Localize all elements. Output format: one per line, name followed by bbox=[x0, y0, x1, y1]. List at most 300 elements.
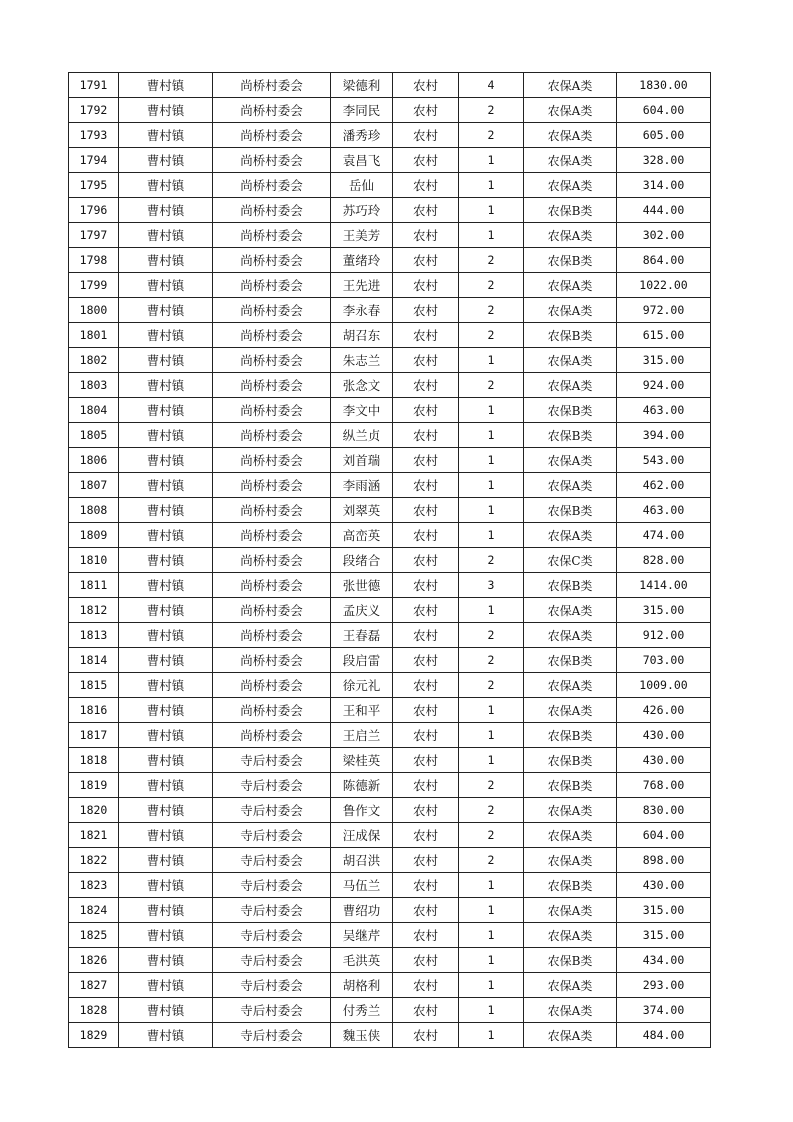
person-name-cell: 马伍兰 bbox=[331, 873, 393, 898]
table-row bbox=[69, 848, 711, 873]
person-name-cell: 张念文 bbox=[331, 373, 393, 398]
household-count-cell: 4 bbox=[459, 73, 524, 98]
person-name-cell: 曹绍功 bbox=[331, 898, 393, 923]
person-name-cell: 李永春 bbox=[331, 298, 393, 323]
area-type-cell: 农村 bbox=[393, 623, 459, 648]
insurance-class-cell: 农保A类 bbox=[524, 998, 617, 1023]
village-committee-cell: 尚桥村委会 bbox=[213, 348, 331, 373]
village-committee-cell: 寺后村委会 bbox=[213, 798, 331, 823]
amount-cell: 1414.00 bbox=[617, 573, 711, 598]
insurance-class-cell: 农保B类 bbox=[524, 248, 617, 273]
insurance-class-cell: 农保A类 bbox=[524, 623, 617, 648]
row-number-cell: 1793 bbox=[69, 123, 119, 148]
amount-cell: 615.00 bbox=[617, 323, 711, 348]
household-count-cell: 1 bbox=[459, 423, 524, 448]
insurance-class-cell: 农保A类 bbox=[524, 298, 617, 323]
person-name-cell: 岳仙 bbox=[331, 173, 393, 198]
area-type-cell: 农村 bbox=[393, 73, 459, 98]
table-body bbox=[69, 73, 711, 1048]
insurance-class-cell: 农保A类 bbox=[524, 223, 617, 248]
person-name-cell: 陈德新 bbox=[331, 773, 393, 798]
household-count-cell: 2 bbox=[459, 648, 524, 673]
person-name-cell: 段启雷 bbox=[331, 648, 393, 673]
amount-cell: 293.00 bbox=[617, 973, 711, 998]
insurance-class-cell: 农保A类 bbox=[524, 1023, 617, 1048]
insurance-class-cell: 农保A类 bbox=[524, 473, 617, 498]
table-row bbox=[69, 523, 711, 548]
person-name-cell: 胡召东 bbox=[331, 323, 393, 348]
area-type-cell: 农村 bbox=[393, 998, 459, 1023]
town-cell: 曹村镇 bbox=[119, 123, 213, 148]
household-count-cell: 2 bbox=[459, 273, 524, 298]
insurance-class-cell: 农保B类 bbox=[524, 773, 617, 798]
village-committee-cell: 尚桥村委会 bbox=[213, 423, 331, 448]
town-cell: 曹村镇 bbox=[119, 923, 213, 948]
table-row bbox=[69, 973, 711, 998]
household-count-cell: 1 bbox=[459, 198, 524, 223]
row-number-cell: 1821 bbox=[69, 823, 119, 848]
household-count-cell: 1 bbox=[459, 173, 524, 198]
row-number-cell: 1828 bbox=[69, 998, 119, 1023]
insurance-class-cell: 农保B类 bbox=[524, 323, 617, 348]
table-row bbox=[69, 298, 711, 323]
row-number-cell: 1818 bbox=[69, 748, 119, 773]
row-number-cell: 1811 bbox=[69, 573, 119, 598]
household-count-cell: 1 bbox=[459, 923, 524, 948]
village-committee-cell: 寺后村委会 bbox=[213, 873, 331, 898]
village-committee-cell: 尚桥村委会 bbox=[213, 548, 331, 573]
town-cell: 曹村镇 bbox=[119, 623, 213, 648]
village-committee-cell: 尚桥村委会 bbox=[213, 223, 331, 248]
table-row bbox=[69, 773, 711, 798]
town-cell: 曹村镇 bbox=[119, 473, 213, 498]
town-cell: 曹村镇 bbox=[119, 273, 213, 298]
village-committee-cell: 寺后村委会 bbox=[213, 823, 331, 848]
village-committee-cell: 寺后村委会 bbox=[213, 773, 331, 798]
amount-cell: 484.00 bbox=[617, 1023, 711, 1048]
household-count-cell: 1 bbox=[459, 448, 524, 473]
table-row bbox=[69, 348, 711, 373]
household-count-cell: 1 bbox=[459, 998, 524, 1023]
town-cell: 曹村镇 bbox=[119, 998, 213, 1023]
household-count-cell: 1 bbox=[459, 348, 524, 373]
village-committee-cell: 尚桥村委会 bbox=[213, 173, 331, 198]
row-number-cell: 1799 bbox=[69, 273, 119, 298]
household-count-cell: 1 bbox=[459, 898, 524, 923]
area-type-cell: 农村 bbox=[393, 723, 459, 748]
insurance-class-cell: 农保A类 bbox=[524, 148, 617, 173]
town-cell: 曹村镇 bbox=[119, 373, 213, 398]
area-type-cell: 农村 bbox=[393, 273, 459, 298]
household-count-cell: 1 bbox=[459, 223, 524, 248]
household-count-cell: 1 bbox=[459, 1023, 524, 1048]
amount-cell: 430.00 bbox=[617, 723, 711, 748]
area-type-cell: 农村 bbox=[393, 1023, 459, 1048]
row-number-cell: 1826 bbox=[69, 948, 119, 973]
table-row bbox=[69, 273, 711, 298]
person-name-cell: 苏巧玲 bbox=[331, 198, 393, 223]
area-type-cell: 农村 bbox=[393, 673, 459, 698]
table-row bbox=[69, 623, 711, 648]
town-cell: 曹村镇 bbox=[119, 973, 213, 998]
village-committee-cell: 寺后村委会 bbox=[213, 1023, 331, 1048]
area-type-cell: 农村 bbox=[393, 648, 459, 673]
household-count-cell: 2 bbox=[459, 798, 524, 823]
town-cell: 曹村镇 bbox=[119, 423, 213, 448]
area-type-cell: 农村 bbox=[393, 698, 459, 723]
town-cell: 曹村镇 bbox=[119, 798, 213, 823]
insurance-class-cell: 农保A类 bbox=[524, 923, 617, 948]
row-number-cell: 1814 bbox=[69, 648, 119, 673]
table-row bbox=[69, 648, 711, 673]
row-number-cell: 1812 bbox=[69, 598, 119, 623]
village-committee-cell: 尚桥村委会 bbox=[213, 623, 331, 648]
amount-cell: 972.00 bbox=[617, 298, 711, 323]
row-number-cell: 1822 bbox=[69, 848, 119, 873]
area-type-cell: 农村 bbox=[393, 898, 459, 923]
person-name-cell: 张世德 bbox=[331, 573, 393, 598]
insurance-class-cell: 农保B类 bbox=[524, 723, 617, 748]
village-committee-cell: 尚桥村委会 bbox=[213, 573, 331, 598]
amount-cell: 463.00 bbox=[617, 398, 711, 423]
area-type-cell: 农村 bbox=[393, 348, 459, 373]
table-row bbox=[69, 898, 711, 923]
row-number-cell: 1820 bbox=[69, 798, 119, 823]
insurance-class-cell: 农保A类 bbox=[524, 523, 617, 548]
row-number-cell: 1827 bbox=[69, 973, 119, 998]
amount-cell: 1830.00 bbox=[617, 73, 711, 98]
row-number-cell: 1810 bbox=[69, 548, 119, 573]
amount-cell: 1022.00 bbox=[617, 273, 711, 298]
insurance-class-cell: 农保B类 bbox=[524, 423, 617, 448]
table-row bbox=[69, 573, 711, 598]
row-number-cell: 1815 bbox=[69, 673, 119, 698]
town-cell: 曹村镇 bbox=[119, 548, 213, 573]
row-number-cell: 1819 bbox=[69, 773, 119, 798]
person-name-cell: 梁德利 bbox=[331, 73, 393, 98]
person-name-cell: 刘翠英 bbox=[331, 498, 393, 523]
town-cell: 曹村镇 bbox=[119, 498, 213, 523]
amount-cell: 864.00 bbox=[617, 248, 711, 273]
village-committee-cell: 寺后村委会 bbox=[213, 898, 331, 923]
area-type-cell: 农村 bbox=[393, 423, 459, 448]
table-row bbox=[69, 1023, 711, 1048]
household-count-cell: 1 bbox=[459, 473, 524, 498]
table-row bbox=[69, 948, 711, 973]
amount-cell: 374.00 bbox=[617, 998, 711, 1023]
amount-cell: 463.00 bbox=[617, 498, 711, 523]
town-cell: 曹村镇 bbox=[119, 348, 213, 373]
town-cell: 曹村镇 bbox=[119, 198, 213, 223]
area-type-cell: 农村 bbox=[393, 948, 459, 973]
person-name-cell: 魏玉侠 bbox=[331, 1023, 393, 1048]
amount-cell: 394.00 bbox=[617, 423, 711, 448]
insurance-class-cell: 农保A类 bbox=[524, 598, 617, 623]
row-number-cell: 1817 bbox=[69, 723, 119, 748]
person-name-cell: 胡格利 bbox=[331, 973, 393, 998]
table-row bbox=[69, 223, 711, 248]
person-name-cell: 纵兰贞 bbox=[331, 423, 393, 448]
area-type-cell: 农村 bbox=[393, 598, 459, 623]
amount-cell: 444.00 bbox=[617, 198, 711, 223]
table-row bbox=[69, 548, 711, 573]
row-number-cell: 1802 bbox=[69, 348, 119, 373]
insurance-class-cell: 农保A类 bbox=[524, 373, 617, 398]
village-committee-cell: 尚桥村委会 bbox=[213, 123, 331, 148]
area-type-cell: 农村 bbox=[393, 923, 459, 948]
table-row bbox=[69, 823, 711, 848]
row-number-cell: 1801 bbox=[69, 323, 119, 348]
person-name-cell: 董绪玲 bbox=[331, 248, 393, 273]
household-count-cell: 2 bbox=[459, 298, 524, 323]
insurance-class-cell: 农保B类 bbox=[524, 198, 617, 223]
area-type-cell: 农村 bbox=[393, 798, 459, 823]
area-type-cell: 农村 bbox=[393, 973, 459, 998]
insurance-class-cell: 农保C类 bbox=[524, 548, 617, 573]
village-committee-cell: 尚桥村委会 bbox=[213, 273, 331, 298]
household-count-cell: 2 bbox=[459, 623, 524, 648]
table-row bbox=[69, 923, 711, 948]
village-committee-cell: 尚桥村委会 bbox=[213, 448, 331, 473]
household-count-cell: 1 bbox=[459, 973, 524, 998]
person-name-cell: 胡召洪 bbox=[331, 848, 393, 873]
amount-cell: 924.00 bbox=[617, 373, 711, 398]
row-number-cell: 1806 bbox=[69, 448, 119, 473]
household-count-cell: 1 bbox=[459, 948, 524, 973]
household-count-cell: 1 bbox=[459, 698, 524, 723]
amount-cell: 768.00 bbox=[617, 773, 711, 798]
insurance-class-cell: 农保A类 bbox=[524, 973, 617, 998]
area-type-cell: 农村 bbox=[393, 123, 459, 148]
town-cell: 曹村镇 bbox=[119, 673, 213, 698]
table-row bbox=[69, 723, 711, 748]
person-name-cell: 梁桂英 bbox=[331, 748, 393, 773]
amount-cell: 543.00 bbox=[617, 448, 711, 473]
village-committee-cell: 尚桥村委会 bbox=[213, 73, 331, 98]
person-name-cell: 李同民 bbox=[331, 98, 393, 123]
village-committee-cell: 寺后村委会 bbox=[213, 948, 331, 973]
town-cell: 曹村镇 bbox=[119, 223, 213, 248]
person-name-cell: 潘秀珍 bbox=[331, 123, 393, 148]
row-number-cell: 1805 bbox=[69, 423, 119, 448]
town-cell: 曹村镇 bbox=[119, 448, 213, 473]
household-count-cell: 2 bbox=[459, 123, 524, 148]
village-committee-cell: 尚桥村委会 bbox=[213, 673, 331, 698]
person-name-cell: 袁昌飞 bbox=[331, 148, 393, 173]
table-row bbox=[69, 198, 711, 223]
table-row bbox=[69, 248, 711, 273]
table-row bbox=[69, 873, 711, 898]
household-count-cell: 2 bbox=[459, 773, 524, 798]
village-committee-cell: 尚桥村委会 bbox=[213, 698, 331, 723]
table-row bbox=[69, 398, 711, 423]
amount-cell: 430.00 bbox=[617, 873, 711, 898]
table-row bbox=[69, 448, 711, 473]
household-count-cell: 2 bbox=[459, 323, 524, 348]
household-count-cell: 1 bbox=[459, 873, 524, 898]
household-count-cell: 1 bbox=[459, 523, 524, 548]
person-name-cell: 王美芳 bbox=[331, 223, 393, 248]
insurance-class-cell: 农保A类 bbox=[524, 798, 617, 823]
village-committee-cell: 寺后村委会 bbox=[213, 848, 331, 873]
household-count-cell: 1 bbox=[459, 598, 524, 623]
amount-cell: 315.00 bbox=[617, 348, 711, 373]
amount-cell: 604.00 bbox=[617, 823, 711, 848]
area-type-cell: 农村 bbox=[393, 548, 459, 573]
person-name-cell: 汪成保 bbox=[331, 823, 393, 848]
row-number-cell: 1808 bbox=[69, 498, 119, 523]
town-cell: 曹村镇 bbox=[119, 73, 213, 98]
village-committee-cell: 尚桥村委会 bbox=[213, 648, 331, 673]
amount-cell: 426.00 bbox=[617, 698, 711, 723]
insurance-class-cell: 农保A类 bbox=[524, 673, 617, 698]
area-type-cell: 农村 bbox=[393, 148, 459, 173]
town-cell: 曹村镇 bbox=[119, 773, 213, 798]
row-number-cell: 1823 bbox=[69, 873, 119, 898]
table-row bbox=[69, 73, 711, 98]
table-row bbox=[69, 673, 711, 698]
row-number-cell: 1795 bbox=[69, 173, 119, 198]
amount-cell: 434.00 bbox=[617, 948, 711, 973]
household-count-cell: 1 bbox=[459, 723, 524, 748]
insurance-class-cell: 农保B类 bbox=[524, 948, 617, 973]
insurance-class-cell: 农保A类 bbox=[524, 823, 617, 848]
area-type-cell: 农村 bbox=[393, 398, 459, 423]
area-type-cell: 农村 bbox=[393, 323, 459, 348]
table-row bbox=[69, 798, 711, 823]
amount-cell: 1009.00 bbox=[617, 673, 711, 698]
village-committee-cell: 寺后村委会 bbox=[213, 748, 331, 773]
village-committee-cell: 寺后村委会 bbox=[213, 973, 331, 998]
town-cell: 曹村镇 bbox=[119, 898, 213, 923]
household-count-cell: 1 bbox=[459, 748, 524, 773]
household-count-cell: 2 bbox=[459, 548, 524, 573]
town-cell: 曹村镇 bbox=[119, 98, 213, 123]
insurance-class-cell: 农保B类 bbox=[524, 873, 617, 898]
person-name-cell: 徐元礼 bbox=[331, 673, 393, 698]
area-type-cell: 农村 bbox=[393, 523, 459, 548]
person-name-cell: 王启兰 bbox=[331, 723, 393, 748]
area-type-cell: 农村 bbox=[393, 98, 459, 123]
area-type-cell: 农村 bbox=[393, 173, 459, 198]
town-cell: 曹村镇 bbox=[119, 573, 213, 598]
row-number-cell: 1803 bbox=[69, 373, 119, 398]
town-cell: 曹村镇 bbox=[119, 873, 213, 898]
village-committee-cell: 尚桥村委会 bbox=[213, 323, 331, 348]
town-cell: 曹村镇 bbox=[119, 523, 213, 548]
table-row bbox=[69, 323, 711, 348]
area-type-cell: 农村 bbox=[393, 848, 459, 873]
area-type-cell: 农村 bbox=[393, 873, 459, 898]
row-number-cell: 1800 bbox=[69, 298, 119, 323]
town-cell: 曹村镇 bbox=[119, 298, 213, 323]
amount-cell: 604.00 bbox=[617, 98, 711, 123]
insurance-class-cell: 农保B类 bbox=[524, 648, 617, 673]
person-name-cell: 王先进 bbox=[331, 273, 393, 298]
person-name-cell: 王和平 bbox=[331, 698, 393, 723]
row-number-cell: 1813 bbox=[69, 623, 119, 648]
row-number-cell: 1824 bbox=[69, 898, 119, 923]
area-type-cell: 农村 bbox=[393, 298, 459, 323]
town-cell: 曹村镇 bbox=[119, 248, 213, 273]
table-row bbox=[69, 748, 711, 773]
village-committee-cell: 尚桥村委会 bbox=[213, 723, 331, 748]
household-count-cell: 2 bbox=[459, 373, 524, 398]
row-number-cell: 1796 bbox=[69, 198, 119, 223]
amount-cell: 315.00 bbox=[617, 923, 711, 948]
household-count-cell: 1 bbox=[459, 398, 524, 423]
table-row bbox=[69, 498, 711, 523]
table-row bbox=[69, 148, 711, 173]
table-row bbox=[69, 998, 711, 1023]
village-committee-cell: 尚桥村委会 bbox=[213, 148, 331, 173]
amount-cell: 314.00 bbox=[617, 173, 711, 198]
person-name-cell: 李雨涵 bbox=[331, 473, 393, 498]
amount-cell: 605.00 bbox=[617, 123, 711, 148]
area-type-cell: 农村 bbox=[393, 248, 459, 273]
amount-cell: 328.00 bbox=[617, 148, 711, 173]
row-number-cell: 1794 bbox=[69, 148, 119, 173]
row-number-cell: 1804 bbox=[69, 398, 119, 423]
village-committee-cell: 尚桥村委会 bbox=[213, 373, 331, 398]
area-type-cell: 农村 bbox=[393, 773, 459, 798]
household-count-cell: 3 bbox=[459, 573, 524, 598]
table-row bbox=[69, 598, 711, 623]
household-count-cell: 2 bbox=[459, 823, 524, 848]
insurance-class-cell: 农保B类 bbox=[524, 398, 617, 423]
person-name-cell: 付秀兰 bbox=[331, 998, 393, 1023]
insurance-class-cell: 农保A类 bbox=[524, 698, 617, 723]
insurance-class-cell: 农保A类 bbox=[524, 898, 617, 923]
town-cell: 曹村镇 bbox=[119, 648, 213, 673]
table-row bbox=[69, 98, 711, 123]
insurance-class-cell: 农保A类 bbox=[524, 273, 617, 298]
insurance-class-cell: 农保A类 bbox=[524, 173, 617, 198]
amount-cell: 315.00 bbox=[617, 598, 711, 623]
town-cell: 曹村镇 bbox=[119, 948, 213, 973]
area-type-cell: 农村 bbox=[393, 198, 459, 223]
data-table bbox=[68, 72, 711, 1048]
village-committee-cell: 尚桥村委会 bbox=[213, 248, 331, 273]
row-number-cell: 1807 bbox=[69, 473, 119, 498]
amount-cell: 703.00 bbox=[617, 648, 711, 673]
person-name-cell: 段绪合 bbox=[331, 548, 393, 573]
row-number-cell: 1829 bbox=[69, 1023, 119, 1048]
insurance-class-cell: 农保A类 bbox=[524, 348, 617, 373]
town-cell: 曹村镇 bbox=[119, 823, 213, 848]
village-committee-cell: 尚桥村委会 bbox=[213, 398, 331, 423]
insurance-class-cell: 农保A类 bbox=[524, 848, 617, 873]
row-number-cell: 1791 bbox=[69, 73, 119, 98]
table-row bbox=[69, 473, 711, 498]
village-committee-cell: 寺后村委会 bbox=[213, 923, 331, 948]
village-committee-cell: 尚桥村委会 bbox=[213, 498, 331, 523]
village-committee-cell: 尚桥村委会 bbox=[213, 298, 331, 323]
row-number-cell: 1798 bbox=[69, 248, 119, 273]
household-count-cell: 1 bbox=[459, 148, 524, 173]
row-number-cell: 1797 bbox=[69, 223, 119, 248]
town-cell: 曹村镇 bbox=[119, 598, 213, 623]
insurance-class-cell: 农保A类 bbox=[524, 73, 617, 98]
amount-cell: 898.00 bbox=[617, 848, 711, 873]
village-committee-cell: 尚桥村委会 bbox=[213, 98, 331, 123]
amount-cell: 830.00 bbox=[617, 798, 711, 823]
area-type-cell: 农村 bbox=[393, 748, 459, 773]
town-cell: 曹村镇 bbox=[119, 323, 213, 348]
insurance-class-cell: 农保A类 bbox=[524, 123, 617, 148]
village-committee-cell: 尚桥村委会 bbox=[213, 198, 331, 223]
household-count-cell: 2 bbox=[459, 673, 524, 698]
